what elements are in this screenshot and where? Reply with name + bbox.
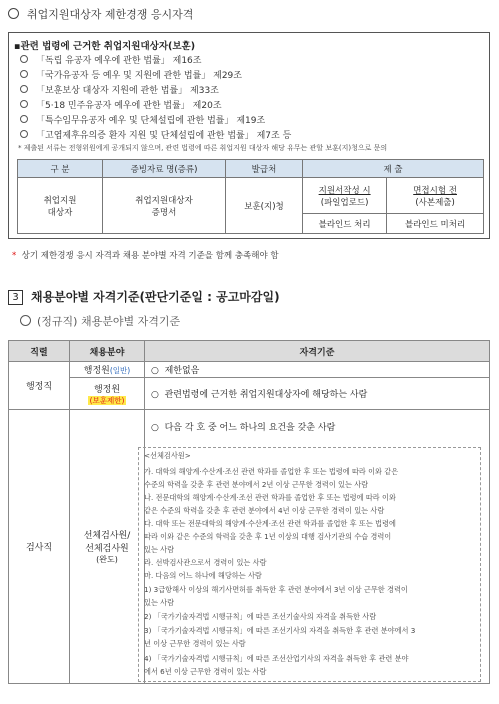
submit-application-sub: (파일업로드) (320, 197, 369, 208)
col-header: 발급처 (226, 160, 303, 178)
col-header: 구 분 (18, 160, 103, 178)
field-inspect: 선체검사원/ 선체검사원 (완도) (70, 410, 145, 684)
doc-name: 취업지원대상자 증명서 (103, 178, 226, 234)
req-admin-veterans: ○ 관련법령에 근거한 취업지원대상자에 해당하는 사람 (145, 378, 490, 410)
criteria-line: 가. 대학의 해양계·수산계·조선 관련 학과를 졸업한 후 또는 법령에 따라 이와 같은 (144, 467, 399, 476)
row-label: 취업지원 대상자 (18, 178, 103, 234)
field-admin-general: 행정원(일반) (70, 362, 145, 378)
law-item: 「특수임무유공자 예우 및 단체설립에 관한 법률」 제19조 (20, 113, 265, 126)
submit-application (303, 178, 387, 214)
circle-bullet-icon (20, 315, 31, 326)
law-item: 「보훈보상 대상자 지원에 관한 법률」 제33조 (20, 83, 219, 96)
criteria-line: 3) 「국가기술자격법 시행규칙」에 따른 조선기사의 자격을 취득한 후 관련 분야에서 3 (144, 626, 416, 635)
criteria-line: 라. 선박검사관으로서 경력이 있는 사람 (144, 558, 267, 567)
circle-bullet-icon: ○ (151, 390, 159, 400)
col-header: 제 출 (303, 160, 484, 178)
col-header: 채용분야 (70, 341, 145, 362)
law-item: 「5·18 민주유공자 예우에 관한 법률」 제20조 (20, 98, 222, 111)
circle-bullet-icon (20, 115, 28, 123)
circle-bullet-icon (20, 70, 28, 78)
evidence-table (17, 159, 484, 234)
submit-application-label: 지원서작성 시 (318, 185, 371, 196)
circle-bullet-icon (20, 55, 28, 63)
req-inspect: ○ 다음 각 호 중 어느 하나의 요건을 갖춘 사람 (145, 410, 490, 684)
criteria-line: 에서 6년 이상 근무한 경력이 있는 사람 (144, 667, 267, 676)
law-item: 「고엽제후유의증 환자 지원 및 단체설립에 관한 법률」 제7조 등 (20, 128, 291, 141)
col-header: 직렬 (9, 341, 70, 362)
blind-unprocessed: 블라인드 미처리 (387, 214, 484, 234)
field-admin-veterans: 행정원 (보훈제한) (70, 378, 145, 410)
circle-bullet-icon (20, 130, 28, 138)
group-admin: 행정직 (9, 362, 70, 410)
circle-bullet-icon (20, 100, 28, 108)
criteria-line: 수준의 학력을 갖춘 후 관련 분야에서 2년 이상 근무한 경력이 있는 사람 (144, 480, 369, 489)
criteria-line: 4) 「국가기술자격법 시행규칙」에 따른 조선산업기사의 자격을 취득한 후 관련 분야 (144, 654, 409, 663)
law-item: 「국가유공자 등 예우 및 지원에 관한 법률」 제29조 (20, 68, 242, 81)
law-item: 「독립 유공자 예우에 관한 법률」 제16조 (20, 53, 201, 66)
box-title: <선체검사원> (144, 451, 191, 460)
criteria-line: 년 이상 근무한 경력이 있는 사람 (144, 639, 246, 648)
submit-interview-label: 면접시험 전 (413, 185, 457, 196)
veterans-tag: (보훈제한) (89, 395, 125, 405)
submit-interview (387, 178, 484, 214)
section-number: 3 (8, 290, 23, 305)
circle-bullet-icon: ○ (151, 423, 159, 433)
section-title-qualifications: 3 채용분야별 자격기준(판단기준일 : 공고마감일) (8, 288, 280, 305)
general-tag: (일반) (109, 366, 131, 375)
subsection-title: (정규직) 채용분야별 자격기준 (20, 313, 180, 329)
asterisk-mark: * (12, 251, 17, 261)
box-heading: ▪관련 법령에 근거한 취업지원대상자(보훈) (14, 41, 196, 52)
circle-bullet-icon (8, 8, 19, 19)
criteria-line: 다. 대학 또는 전문대학의 해양계·수산계·조선 관련 학과를 졸업한 후 또는 법령에 (144, 519, 396, 528)
group-inspect: 검사직 (9, 410, 70, 684)
combined-note: * 상기 제한경쟁 응시 자격과 채용 분야별 자격 기준을 함께 충족해야 함 (12, 251, 279, 261)
submit-interview-sub: (사본제출) (415, 197, 455, 208)
col-header: 증빙자료 명(증류) (103, 160, 226, 178)
criteria-line: 있는 사람 (144, 598, 175, 607)
criteria-line: 1) 3급항해사 이상의 해기사면허를 취득한 후 관련 분야에서 3년 이상 근무한 경력이 (144, 585, 408, 594)
circle-bullet-icon (20, 85, 28, 93)
privacy-note: * 제출된 서류는 전형위원에게 공개되지 않으며, 관련 법령에 따른 취업지원 대상자 해당 유무는 관할 보훈(지)청으로 문의 (18, 144, 388, 152)
req-admin-general: ○ 제한없음 (145, 362, 490, 378)
criteria-line: 2) 「국가기술자격법 시행규칙」에 따른 조선기술사의 자격을 취득한 사람 (144, 612, 377, 621)
section-title-veterans: 취업지원대상자 제한경쟁 응시자격 (8, 6, 193, 22)
criteria-line: 따라 이와 같은 수준의 학력을 갖춘 후 1년 이상의 대행 검사기관의 수습 경력이 (144, 532, 392, 541)
criteria-line: 같은 수준의 학력을 갖춘 후 관련 분야에서 4년 이상 근무한 경력이 있는 사람 (144, 506, 385, 515)
circle-bullet-icon: ○ (151, 366, 159, 376)
criteria-line: 있는 사람 (144, 545, 175, 554)
issuer: 보훈(지)청 (226, 178, 303, 234)
criteria-line: 마. 다음의 어느 하나에 해당하는 사람 (144, 571, 262, 580)
criteria-line: 나. 전문대학의 해양계·수산계·조선 관련 학과를 졸업한 후 또는 법령에 따라 이와 (144, 493, 396, 502)
blind-processed: 블라인드 처리 (303, 214, 387, 234)
col-header: 자격기준 (145, 341, 490, 362)
